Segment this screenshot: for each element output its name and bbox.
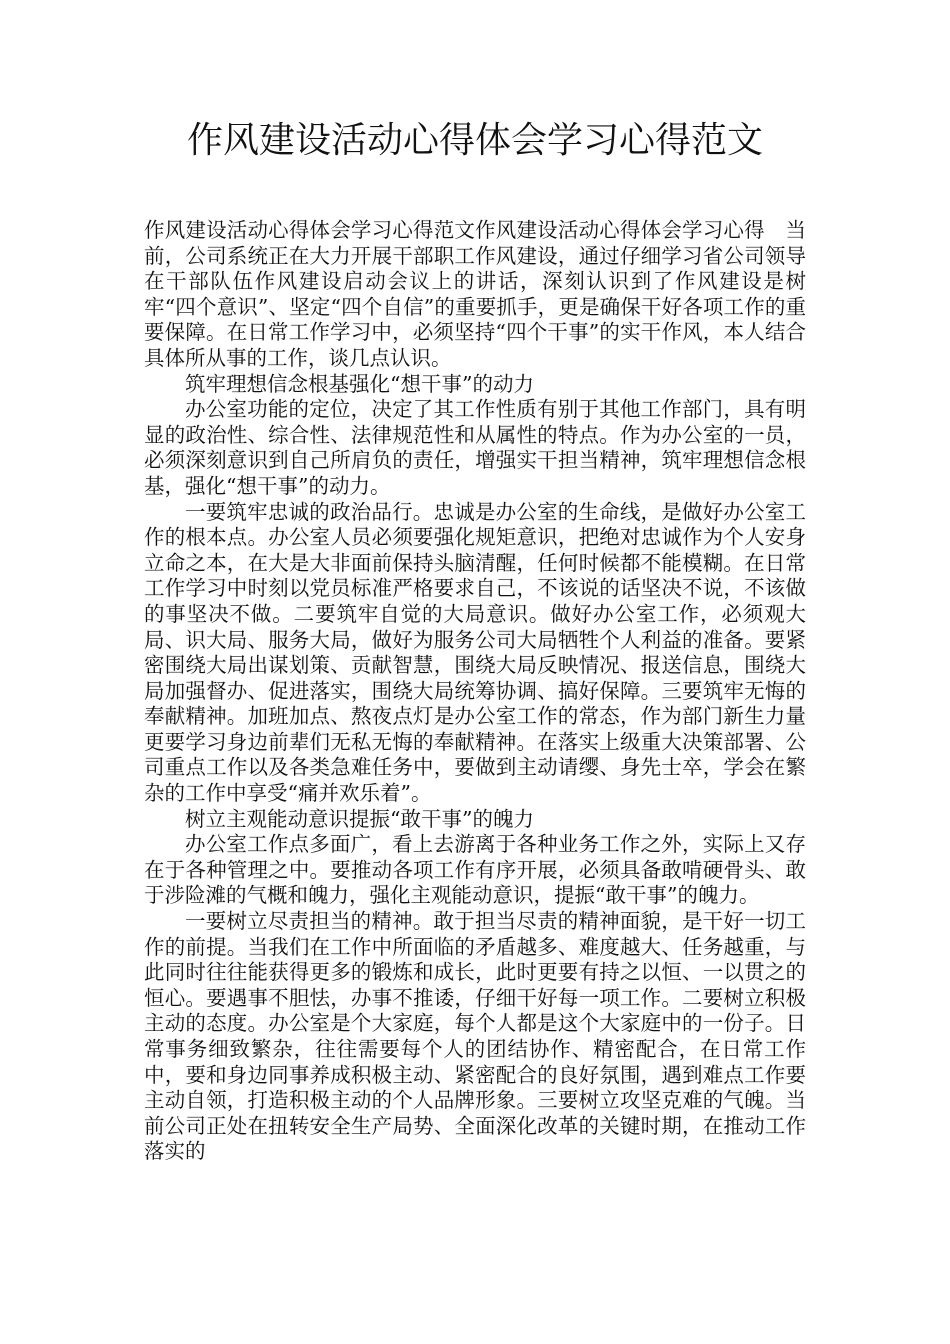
paragraph-2: 一要筑牢忠诚的政治品行。忠诚是办公室的生命线，是做好办公室工作的根本点。办公室人员必须要强化规矩意识，把绝对忠诚作为个人安身立命之本，在大是大非面前保持头脑清醒，任何时候都不能模糊。在日常工作学习中时刻以党员标准严格要求自己，不该说的话坚决不说，不该做的事坚决不做。二要筑牢自觉的大局意识。做好办公室工作，必须观大局、识大局、服务大局，做好为服务公司大局牺牲个人利益的准备。要紧密围绕大局出谋划策、贡献智慧，围绕大局反映情况、报送信息，围绕大局加强督办、促进落实，围绕大局统筹协调、搞好保障。三要筑牢无悔的奉献精神。加班加点、熬夜点灯是办公室工作的常态，作为部门新生力量更要学习身边前辈们无私无悔的奉献精神。在落实上级重大决策部署、公司重点工作以及各类急难任务中，要做到主动请缨、身先士卒，学会在繁杂的工作中享受“痛并欢乐着”。 — [144, 499, 806, 806]
paragraph-1: 办公室功能的定位，决定了其工作性质有别于其他工作部门，具有明显的政治性、综合性、法律规范性和从属性的特点。作为办公室的一员，必须深刻意识到自己所肩负的责任，增强实干担当精神，筑牢理想信念根基，强化“想干事”的动力。 — [144, 397, 806, 498]
section-heading-1: 筑牢理想信念根基强化“想干事”的动力 — [185, 371, 534, 396]
document-body — [144, 218, 806, 1165]
paragraph-3: 办公室工作点多面广，看上去游离于各种业务工作之外，实际上又存在于各种管理之中。要推动各项工作有序开展，必须具备敢啃硬骨头、敢于涉险滩的气概和魄力，强化主观能动意识，提振“敢干事”的魄力。 — [144, 832, 806, 908]
paragraph-4: 一要树立尽责担当的精神。敢于担当尽责的精神面貌，是干好一切工作的前提。当我们在工作中所面临的矛盾越多、难度越大、任务越重，与此同时往往能获得更多的锻炼和成长，此时更要有持之以恒、一以贯之的恒心。要遇事不胆怯，办事不推诿，仔细干好每一项工作。二要树立积极主动的态度。办公室是个大家庭，每个人都是这个大家庭中的一份子。日常事务细致繁杂，往往需要每个人的团结协作、精密配合，在日常工作中，要和身边同事养成积极主动、紧密配合的良好氛围，遇到难点工作要主动自领，打造积极主动的个人品牌形象。三要树立攻坚克难的气魄。当前公司正处在扭转安全生产局势、全面深化改革的关键时期，在推动工作落实的 — [144, 909, 806, 1164]
paragraph-intro: 作风建设活动心得体会学习心得范文作风建设活动心得体会学习心得 当前，公司系统正在大力开展干部职工作风建设，通过仔细学习省公司领导在干部队伍作风建设启动会议上的讲话，深刻认识到了作风建设是树牢“四个意识”、坚定“四个自信”的重要抓手，更是确保干好各项工作的重要保障。在日常工作学习中，必须坚持“四个干事”的实干作风，本人结合具体所从事的工作，谈几点认识。 — [144, 218, 806, 370]
section-heading-2: 树立主观能动意识提振“敢干事”的魄力 — [185, 806, 534, 831]
document-title: 作风建设活动心得体会学习心得范文 — [186, 120, 763, 161]
